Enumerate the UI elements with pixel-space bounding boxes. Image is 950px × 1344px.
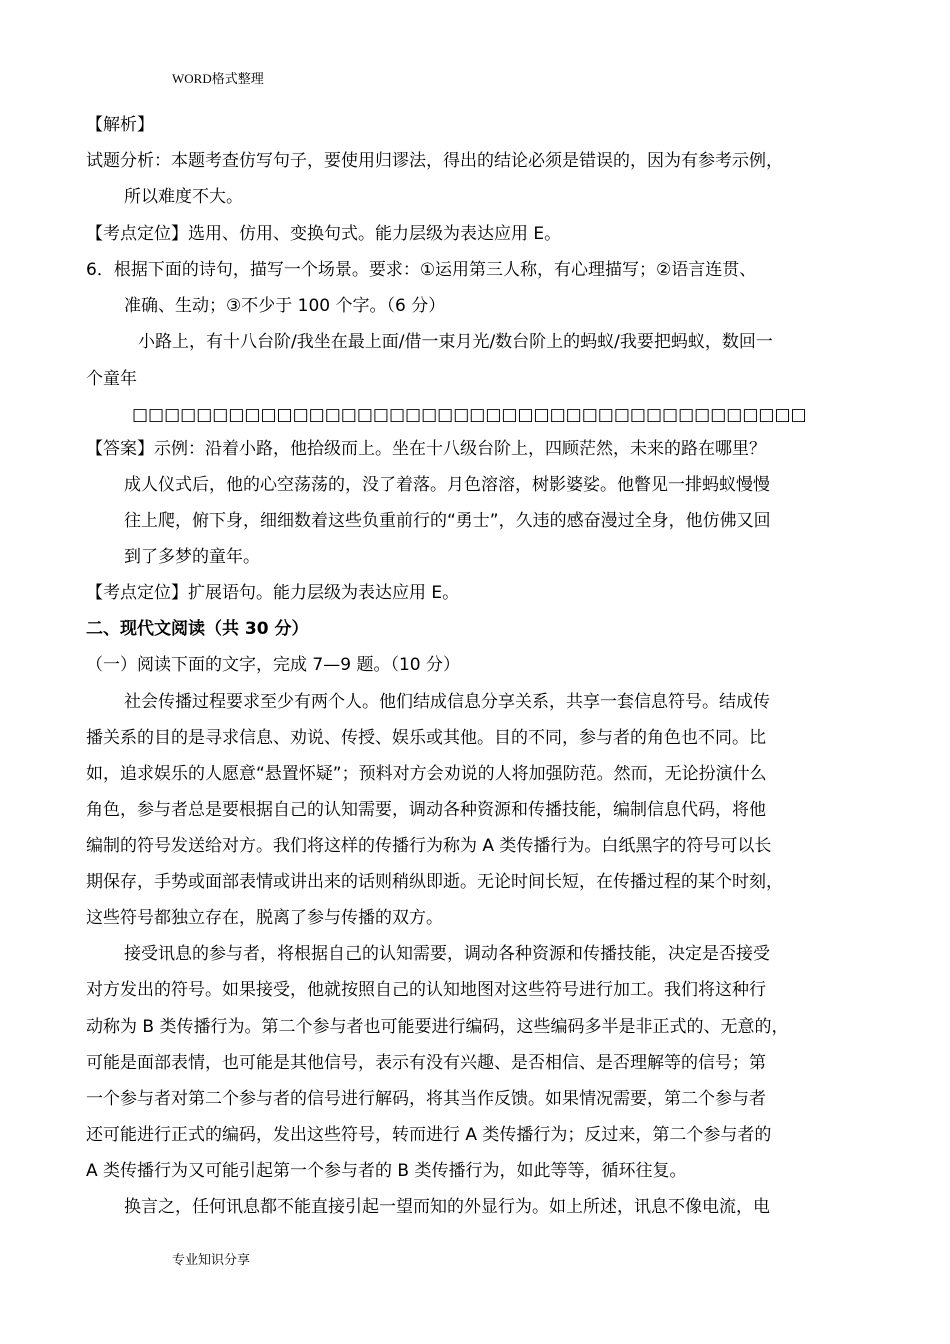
poem-line: 个童年 xyxy=(86,369,137,389)
paragraph-line: 可能是面部表情，也可能是其他信号，表示有没有兴趣、是否相信、是否理解等的信号；第 xyxy=(86,1053,766,1073)
paragraph-line: 换言之，任何讯息都不能直接引起一望而知的外显行为。如上所述，讯息不像电流，电 xyxy=(124,1197,770,1217)
answer-line: 往上爬，俯下身，细细数着这些负重前行的“勇士”，久违的感奋漫过全身，他仿佛又回 xyxy=(124,511,771,531)
paragraph-line: 角色，参与者总是要根据自己的认知需要，调动各种资源和传播技能，编制信息代码，将他 xyxy=(86,800,766,820)
section-heading: 二、现代文阅读（共 30 分） xyxy=(86,619,309,639)
paragraph-line: 期保存，手势或面部表情或讲出来的话则稍纵即逝。无论时间长短，在传播过程的某个时刻， xyxy=(86,872,783,892)
paragraph-line: 编制的符号发送给对方。我们将这样的传播行为称为 A 类传播行为。白纸黑字的符号可以长 xyxy=(86,836,772,856)
paragraph-line: A 类传播行为又可能引起第一个参与者的 B 类传播行为，如此等等，循环往复。 xyxy=(86,1161,687,1181)
paragraph-line: 接受讯息的参与者，将根据自己的认知需要，调动各种资源和传播技能，决定是否接受 xyxy=(124,944,770,964)
answer-line: 成人仪式后，他的心空荡荡的，没了着落。月色溶溶，树影婆娑。他瞥见一排蚂蚁慢慢 xyxy=(124,475,770,495)
paragraph-line: 播关系的目的是寻求信息、劝说、传授、娱乐或其他。目的不同，参与者的角色也不同。比 xyxy=(86,728,766,748)
paragraph-line: 如，追求娱乐的人愿意“悬置怀疑”；预料对方会劝说的人将加强防范。然而，无论扮演什么 xyxy=(86,764,767,784)
page-footer: 专业知识分享 xyxy=(172,1252,251,1267)
paragraph-line: 这些符号都独立存在，脱离了参与传播的双方。 xyxy=(86,908,443,928)
paragraph-line: 一个参与者对第二个参与者的信号进行解码，将其当作反馈。如果情况需要，第二个参与者 xyxy=(86,1089,766,1109)
analysis-heading: 【解析】 xyxy=(86,115,154,135)
text-line: 准确、生动；③不少于 100 个字。（6 分） xyxy=(124,296,446,316)
paragraph-line: 社会传播过程要求至少有两个人。他们结成信息分享关系，共享一套信息符号。结成传 xyxy=(124,692,770,712)
sub-heading: （一）阅读下面的文字，完成 7—9 题。（10 分） xyxy=(86,655,460,675)
answer-line: 【答案】示例：沿着小路，他拾级而上。坐在十八级台阶上，四顾茫然，未来的路在哪里？ xyxy=(86,439,766,459)
answer-line: 到了多梦的童年。 xyxy=(124,547,260,567)
text-line: 【考点定位】扩展语句。能力层级为表达应用 E。 xyxy=(86,583,460,603)
paragraph-line: 动称为 B 类传播行为。第二个参与者也可能要进行编码，这些编码多半是非正式的、无意的， xyxy=(86,1017,789,1037)
page-header: WORD格式整理 xyxy=(172,71,264,86)
text-line: 所以难度不大。 xyxy=(124,187,243,207)
text-line: 【考点定位】选用、仿用、变换句式。能力层级为表达应用 E。 xyxy=(86,224,562,244)
question-6: 6．根据下面的诗句，描写一个场景。要求：①运用第三人称，有心理描写；②语言连贯、 xyxy=(86,260,757,280)
text-line: 试题分析：本题考查仿写句子，要使用归谬法，得出的结论必须是错误的，因为有参考示例， xyxy=(86,151,783,171)
answer-boxes: □□□□□□□□□□□□□□□□□□□□□□□□□□□□□□□□□□□□□□□□□□ xyxy=(132,405,807,425)
paragraph-line: 还可能进行正式的编码，发出这些符号，转而进行 A 类传播行为；反过来，第二个参与者的 xyxy=(86,1125,772,1145)
paragraph-line: 对方发出的符号。如果接受，他就按照自己的认知地图对这些符号进行加工。我们将这种行 xyxy=(86,980,766,1000)
poem-line: 小路上，有十八台阶/我坐在最上面/借一束月光/数台阶上的蚂蚁/我要把蚂蚁，数回一 xyxy=(138,332,773,352)
